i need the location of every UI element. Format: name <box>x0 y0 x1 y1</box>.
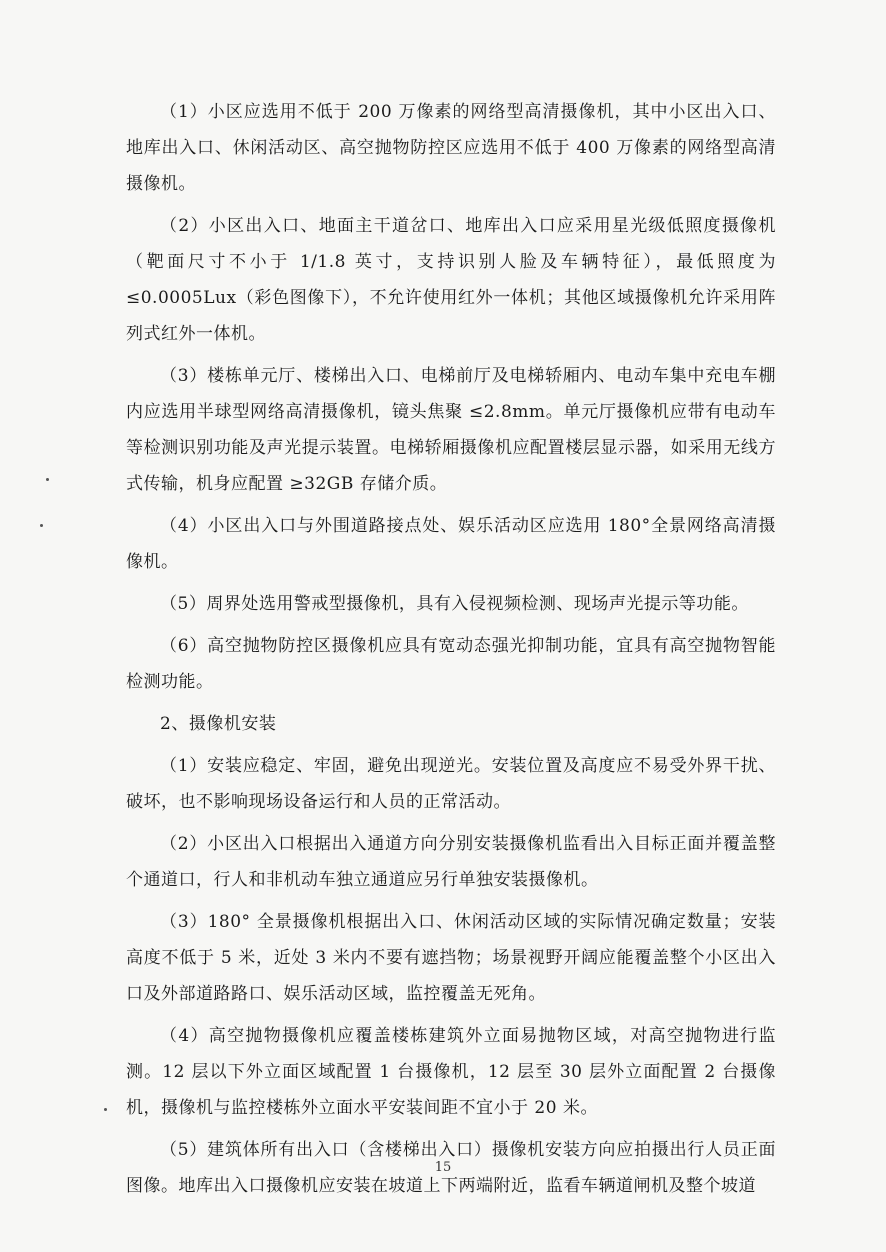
paragraph: （1）小区应选用不低于 200 万像素的网络型高清摄像机，其中小区出入口、地库出入口、休闲活动区、高空抛物防控区应选用不低于 400 万像素的网络型高清摄像机。 <box>126 102 776 194</box>
scan-speck <box>40 524 43 527</box>
section-heading: 2、摄像机安装 <box>160 714 277 734</box>
document-body <box>126 94 776 1210</box>
page-number: 15 <box>434 1160 452 1175</box>
paragraph: （3）楼栋单元厅、楼梯出入口、电梯前厅及电梯轿厢内、电动车集中充电车棚内应选用半球型网络高清摄像机，镜头焦聚 ≤2.8mm。单元厅摄像机应带有电动车等检测识别功能及声光提示装置。电梯轿厢摄像机应配置楼层显示器，如采用无线方式传输，机身应配置 ≥32GB 存储介质。 <box>126 366 776 494</box>
paragraph: （4）高空抛物摄像机应覆盖楼栋建筑外立面易抛物区域，对高空抛物进行监测。12 层以下外立面区域配置 1 台摄像机，12 层至 30 层外立面配置 2 台摄像机，摄像机与监控楼栋外立面水平安装间距不宜小于 20 米。 <box>126 1026 776 1118</box>
paragraph: （5）周界处选用警戒型摄像机，具有入侵视频检测、现场声光提示等功能。 <box>160 594 749 614</box>
paragraph: （1）安装应稳定、牢固，避免出现逆光。安装位置及高度应不易受外界干扰、破坏，也不影响现场设备运行和人员的正常活动。 <box>126 756 776 812</box>
paragraph: （2）小区出入口、地面主干道岔口、地库出入口应采用星光级低照度摄像机（靶面尺寸不小于 1/1.8 英寸，支持识别人脸及车辆特征），最低照度为 ≤0.0005Lux（彩色图像下），不允许使用红外一体机；其他区域摄像机允许采用阵列式红外一体机。 <box>126 216 776 344</box>
paragraph: （4）小区出入口与外围道路接点处、娱乐活动区应选用 180°全景网络高清摄像机。 <box>126 516 776 572</box>
paragraph: （5）建筑体所有出入口（含楼梯出入口）摄像机安装方向应拍摄出行人员正面图像。地库出入口摄像机应安装在坡道上下两端附近，监看车辆道闸机及整个坡道 <box>126 1140 776 1196</box>
scan-speck <box>104 1108 107 1111</box>
paragraph: （3）180° 全景摄像机根据出入口、休闲活动区域的实际情况确定数量；安装高度不低于 5 米，近处 3 米内不要有遮挡物；场景视野开阔应能覆盖整个小区出入口及外部道路路口、娱乐活动区域，监控覆盖无死角。 <box>126 912 776 1004</box>
scan-speck <box>46 478 49 481</box>
paragraph: （6）高空抛物防控区摄像机应具有宽动态强光抑制功能，宜具有高空抛物智能检测功能。 <box>126 636 776 692</box>
paragraph: （2）小区出入口根据出入通道方向分别安装摄像机监看出入目标正面并覆盖整个通道口，行人和非机动车独立通道应另行单独安装摄像机。 <box>126 834 776 890</box>
